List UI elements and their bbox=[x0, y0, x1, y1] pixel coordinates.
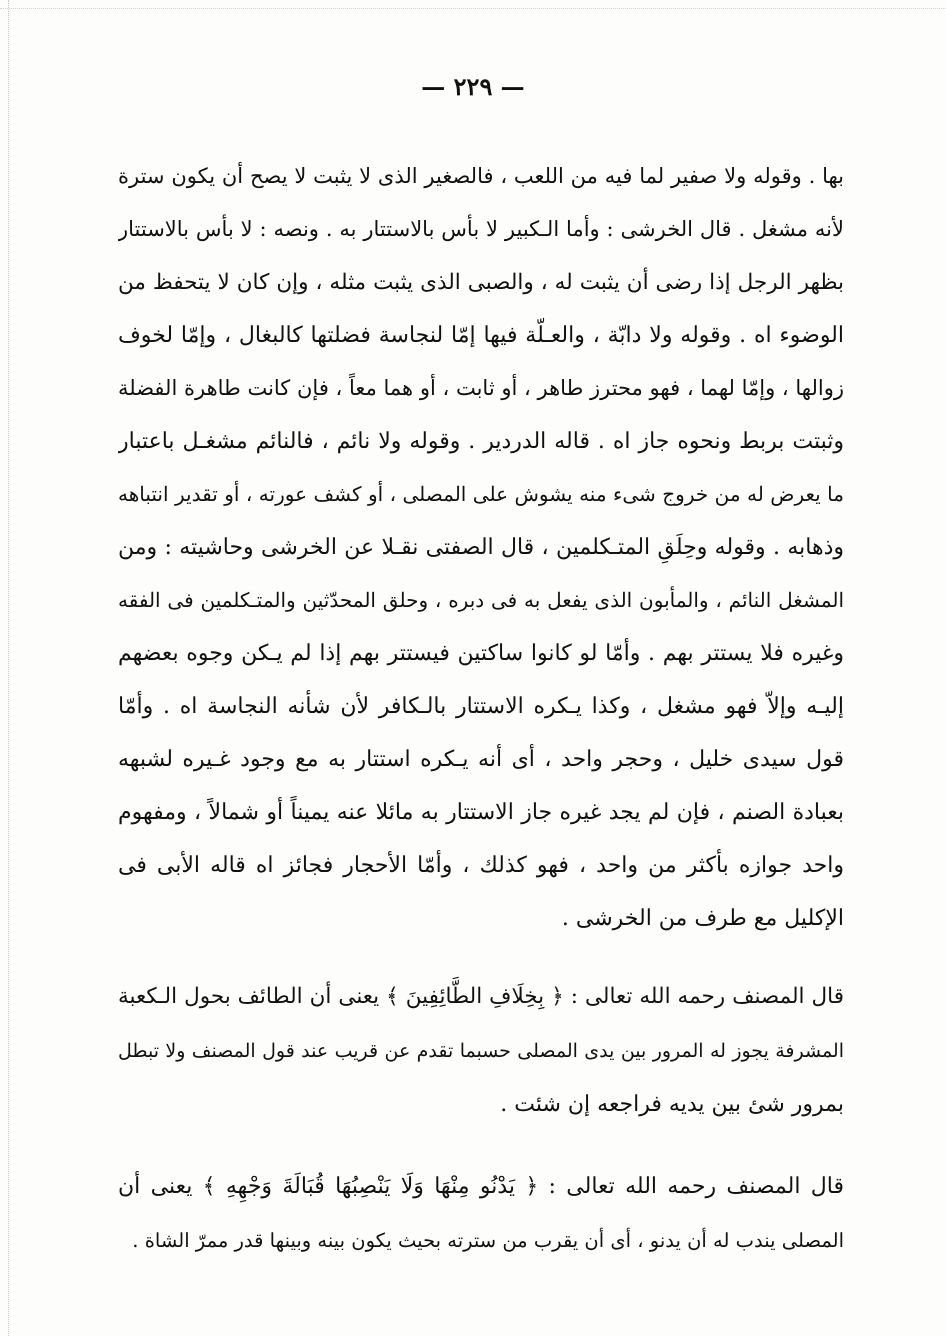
text-line: ما يعرض له من خروج شىء منه يشوش على المصلى ، أو كشف عورته ، أو تقدير انتباهه bbox=[118, 482, 844, 506]
text-line: المشغل النائم ، والمأبون الذى يفعل به فى دبره ، وحلق المحدّثين والمتـكلمين فى الفقه bbox=[118, 588, 844, 612]
text-line: لأنه مشغل . قال الخرشى : وأما الـكبير لا بأس بالاستتار به . ونصه : لا بأس بالاستتار bbox=[118, 217, 844, 241]
commentary-paragraph-sutra bbox=[118, 1160, 844, 1268]
text-line: المصلى يندب له أن يدنو ، أى أن يقرب من سترته بحيث يكون بينه وبينها قدر ممرّ الشاة . bbox=[132, 1229, 844, 1252]
text-line: بمرور شئ بين يديه فراجعه إن شئت . bbox=[500, 1092, 844, 1117]
text-line: زوالها ، وإمّا لهما ، فهو محترز طاهر ، أو ثابت ، أو هما معاً ، فإن كانت طاهرة الفضلة bbox=[118, 376, 844, 400]
text-line: واحد جوازه بأكثر من واحد ، فهو كذلك ، وأمّا الأحجار فجائز اه قاله الأبى فى bbox=[118, 853, 844, 878]
scan-edge-top bbox=[0, 8, 946, 9]
text-line: بعبادة الصنم ، فإن لم يجد غيره جاز الاستتار به مائلا عنه يميناً أو شمالاً ، ومفهوم bbox=[118, 800, 844, 825]
text-line: بظهر الرجل إذا رضى أن يثبت له ، والصبى الذى يثبت مثله ، وإن كان لا يتحفظ من bbox=[118, 270, 844, 295]
text-line: قال المصنف رحمه الله تعالى : ﴿ يَدْنُو مِنْهَا وَلَا يَنْصِبُهَا قُبَالَةَ وَجْهِهِ ﴾ يعنى أن bbox=[118, 1174, 844, 1199]
page-number: — ٢٢٩ — bbox=[421, 72, 525, 101]
commentary-paragraph-tawaf bbox=[118, 970, 844, 1132]
text-line: إليـه وإلاّ فهو مشغل ، وكذا يـكره الاستتار بالـكافر لأن شأنه النجاسة اه . وأمّا bbox=[118, 694, 844, 719]
text-line: وذهابه . وقوله وحِلَقِ المتـكلمين ، قال الصفتى نقـلا عن الخرشى وحاشيته : ومن bbox=[118, 535, 844, 560]
text-line: قول سيدى خليل ، وحجر واحد ، أى أنه يـكره استتار به مع وجود غـيره لشبهه bbox=[118, 747, 844, 772]
text-line: وثبتت بربط ونحوه جاز اه . قاله الدردير . وقوله ولا نائم ، فالنائم مشغـل باعتبار bbox=[118, 429, 844, 454]
main-paragraph bbox=[118, 150, 844, 945]
text-line: قال المصنف رحمه الله تعالى : ﴿ بِخِلَافِ الطَّائِفِينَ ﴾ يعنى أن الطائف بحول الـكعبة bbox=[118, 984, 844, 1009]
text-line: وغيره فلا يستتر بهم . وأمّا لو كانوا ساكتين فيستتر بهم إذا لم يـكن وجوه بعضهم bbox=[118, 641, 844, 666]
text-line: الوضوء اه . وقوله ولا دابّة ، والعـلّة فيها إمّا لنجاسة فضلتها كالبغال ، وإمّا لخوف bbox=[118, 323, 844, 348]
scan-edge-left bbox=[8, 0, 9, 1336]
text-line: المشرفة يجوز له المرور بين يدى المصلى حسبما تقدم عن قريب عند قول المصنف ولا تبطل bbox=[118, 1040, 844, 1062]
text-line: الإكليل مع طرف من الخرشى . bbox=[561, 906, 844, 931]
text-line: بها . وقوله ولا صفير لما فيه من اللعب ، فالصغير الذى لا يثبت لا يصح أن يكون سترة bbox=[118, 164, 844, 188]
